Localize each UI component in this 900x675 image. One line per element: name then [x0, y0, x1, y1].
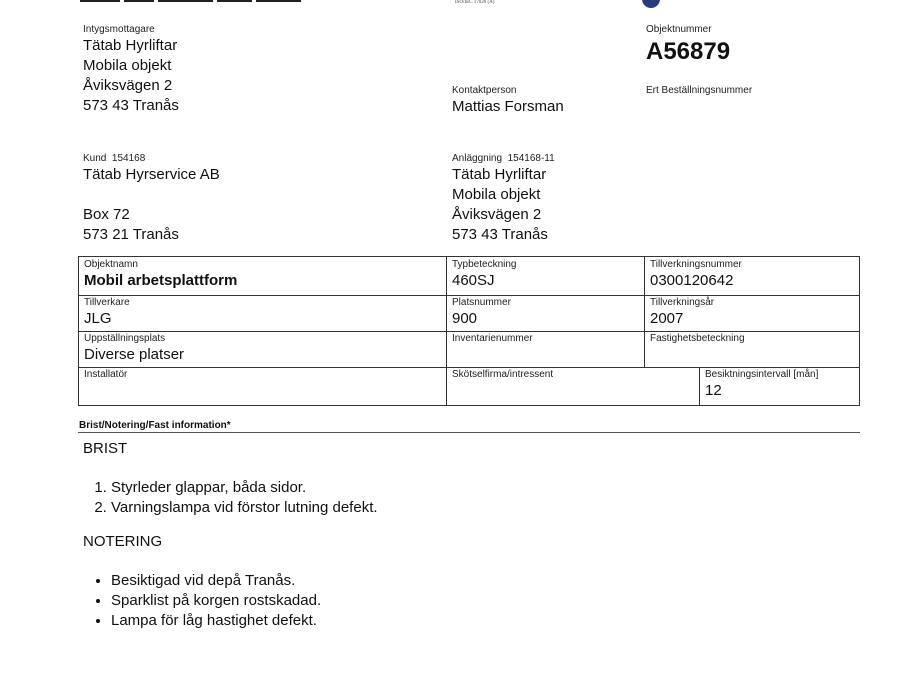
object-number-label: Objektnummer — [646, 24, 712, 35]
list-item: • Lampa för låg hastighet defekt. — [111, 611, 843, 631]
cell-manufacturer — [79, 295, 446, 331]
facility-line1: Tätab Hyrliftar — [452, 166, 547, 183]
cell-maintenance — [447, 367, 699, 383]
cell-serial — [645, 257, 859, 293]
year-value: 2007 — [650, 310, 684, 327]
facility-block — [452, 153, 555, 245]
facility-line4: 573 43 Tranås — [452, 226, 548, 243]
manufacturer-value: JLG — [84, 310, 112, 327]
year-label: Tillverkningsår — [650, 297, 715, 308]
place-number-label: Platsnummer — [452, 297, 511, 308]
cell-place-number — [447, 295, 644, 331]
recipient-line1: Tätab Hyrliftar — [83, 37, 178, 54]
list-item: • Besiktigad vid depå Tranås. — [111, 571, 843, 591]
contact-block — [452, 85, 564, 117]
inventory-label: Inventarienummer — [452, 333, 533, 344]
order-number-label: Ert Beställningsnummer — [646, 85, 753, 96]
customer-block — [83, 153, 220, 245]
location-label: Uppställningsplats — [84, 333, 166, 344]
cell-inventory — [447, 331, 644, 347]
customer-address1: Box 72 — [83, 206, 130, 223]
facility-label: Anläggning — [452, 153, 503, 164]
manufacturer-label: Tillverkare — [84, 297, 130, 308]
customer-name: Tätab Hyrservice AB — [83, 166, 220, 183]
type-value: 460SJ — [452, 272, 495, 289]
facility-line3: Åviksvägen 2 — [452, 206, 542, 223]
notes-section-title: Brist/Notering/Fast information* — [79, 420, 231, 431]
contact-label: Kontaktperson — [452, 85, 517, 96]
object-number-value: A56879 — [646, 38, 731, 65]
cell-type — [447, 257, 644, 293]
accreditation-text: ISO/IEC 17020 (A) — [455, 0, 495, 5]
contact-value: Mattias Forsman — [452, 98, 564, 115]
maintenance-label: Skötselfirma/intressent — [452, 369, 554, 380]
serial-label: Tillverkningsnummer — [650, 259, 742, 270]
place-number-value: 900 — [452, 310, 478, 327]
notes-divider — [78, 432, 860, 433]
installer-label: Installatör — [84, 369, 128, 380]
interval-value: 12 — [705, 382, 722, 399]
recipient-line2: Mobila objekt — [83, 57, 172, 74]
serial-value: 0300120642 — [650, 272, 734, 289]
defects-heading: BRIST — [83, 440, 128, 457]
customer-label: Kund — [83, 153, 107, 164]
object-number-block — [646, 24, 730, 68]
cell-property — [645, 331, 859, 347]
cell-object-name — [79, 257, 446, 293]
interval-label: Besiktningsintervall [mån] — [705, 369, 819, 380]
cell-location — [79, 331, 446, 367]
property-label: Fastighetsbeteckning — [650, 333, 745, 344]
recipient-block — [83, 24, 179, 116]
list-item: 1. Styrleder glappar, båda sidor. — [111, 478, 843, 498]
defects-list — [83, 478, 843, 518]
object-name-value: Mobil arbetsplattform — [84, 272, 238, 289]
type-label: Typbeteckning — [452, 259, 517, 270]
cell-year — [645, 295, 859, 331]
order-number-block — [646, 85, 752, 97]
object-details-table — [78, 256, 860, 406]
facility-line2: Mobila objekt — [452, 186, 541, 203]
customer-address2: 573 21 Tranås — [83, 226, 179, 243]
accreditation-logo-icon — [642, 0, 660, 8]
notes-body — [83, 439, 843, 631]
list-item: 2. Varningslampa vid förstor lutning defekt. — [111, 498, 843, 518]
list-item: • Sparklist på korgen rostskadad. — [111, 591, 843, 611]
facility-number: 154168-11 — [507, 153, 555, 164]
customer-number: 154168 — [111, 153, 146, 164]
recipient-line3: Åviksvägen 2 — [83, 77, 173, 94]
notes-heading: NOTERING — [83, 533, 163, 550]
recipient-line4: 573 43 Tranås — [83, 97, 179, 114]
location-value: Diverse platser — [84, 346, 185, 363]
object-name-label: Objektnamn — [84, 259, 138, 270]
recipient-label: Intygsmottagare — [83, 24, 155, 35]
cut-off-header-text — [80, 0, 320, 4]
cell-interval — [700, 367, 859, 403]
notes-list — [83, 571, 843, 631]
cell-installer — [79, 367, 446, 383]
